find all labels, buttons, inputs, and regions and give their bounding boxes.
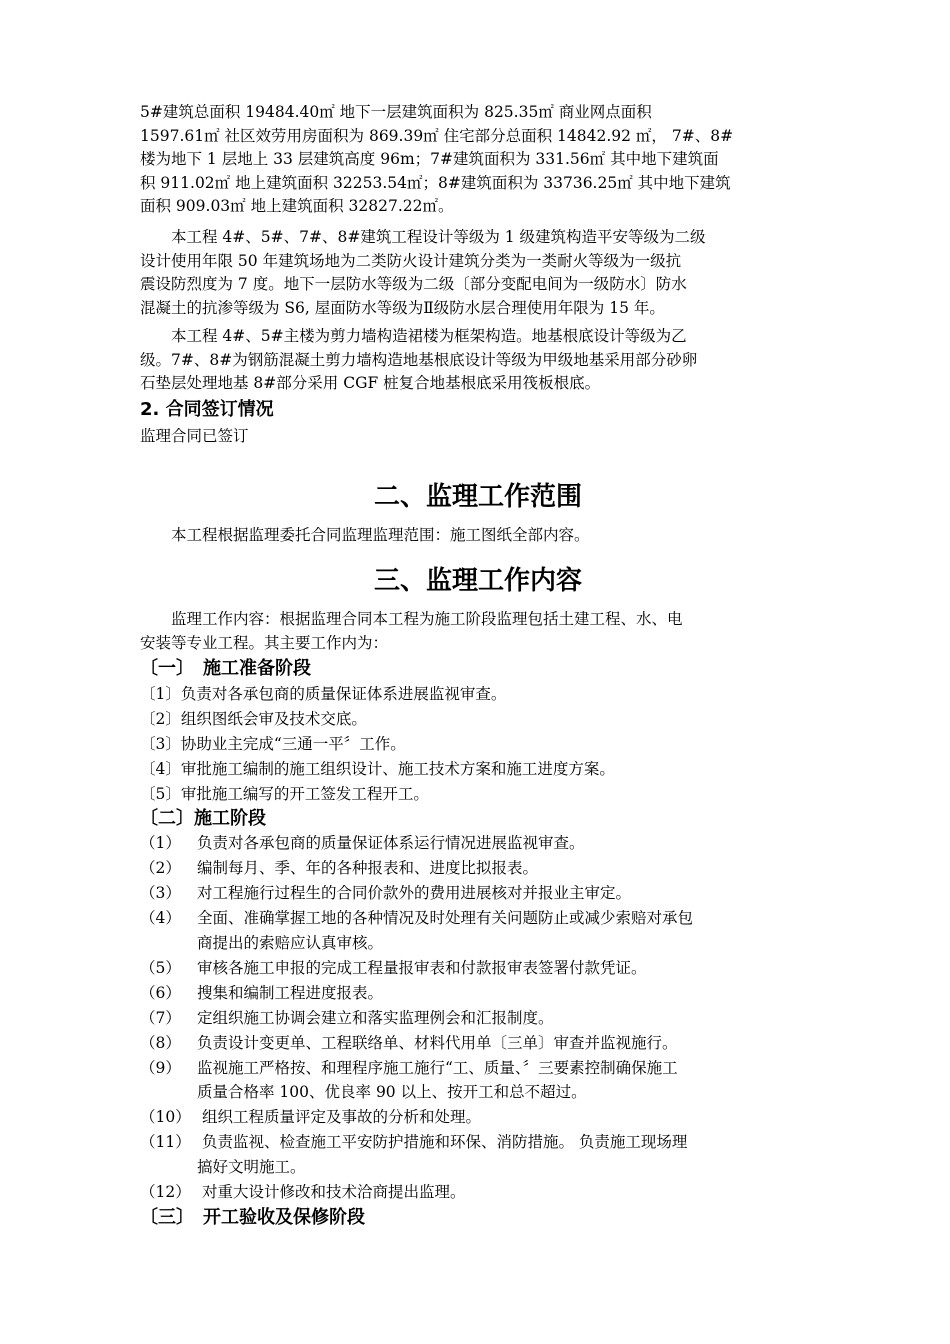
item-number: （2） [140,859,181,877]
item-number: （9） [140,1059,181,1077]
intro-paragraph-2 [140,226,816,320]
section-2-text: 本工程根据监理委托合同监理监理范围：施工图纸全部内容。 [140,526,590,544]
item-text: 负责设计变更单、工程联络单、材料代用单〔三单〕审查并监视施行。 [197,1034,678,1052]
item-text: 全面、准确掌握工地的各种情况及时处理有关问题防止或减少索赔对承包 [197,909,694,927]
list-item: 〔5〕审批施工编写的开工签发工程开工。 [140,785,429,803]
list-item: 〔2〕组织图纸会审及技术交底。 [140,710,367,728]
list-item [140,1057,816,1081]
text-line: 监理工作内容：根据监理合同本工程为施工阶段监理包括土建工程、水、电 [140,610,683,628]
item-number: （4） [140,909,181,927]
item-number: （8） [140,1034,181,1052]
intro-paragraph-1 [140,101,816,219]
list-item: 〔1〕负责对各承包商的质量保证体系进展监视审查。 [140,685,507,703]
item-text: 搜集和编制工程进度报表。 [197,984,384,1002]
item-text: 审核各施工申报的完成工程量报审表和付款报审表签署付款凭证。 [197,959,647,977]
text-line: 积 911.02㎡ 地上建筑面积 32253.54㎡；8#建筑面积为 33736.25㎡ 其中地下建筑 [140,173,731,192]
item-text-continued: 质量合格率 100、优良率 90 以上、按开工和总不超过。 [197,1083,587,1101]
item-number: （6） [140,984,181,1002]
list-item [140,857,816,881]
text-line: 混凝土的抗渗等级为 S6, 屋面防水等级为Ⅱ级防水层合理使用年限为 15 年。 [140,298,665,317]
item-text: 负责对各承包商的质量保证体系运行情况进展监视审查。 [197,834,585,852]
item-text: 定组织施工协调会建立和落实监理例会和汇报制度。 [197,1009,554,1027]
text-line: 本工程 4#、5#、7#、8#建筑工程设计等级为 1 级建筑构造平安等级为二级 [140,228,706,246]
list-item [140,1106,816,1130]
list-item [140,982,816,1006]
item-text-continued: 搞好文明施工。 [197,1158,306,1176]
list-item [140,907,816,931]
text-line: 5#建筑总面积 19484.40㎡ 地下一层建筑面积为 825.35㎡ 商业网点面积 [140,103,652,121]
contract-text: 监理合同已签订 [140,427,249,445]
item-number: （11） [140,1133,191,1151]
item-number: （10） [140,1108,191,1126]
intro-paragraph-3 [140,325,816,396]
text-line: 震设防烈度为 7 度。地下一层防水等级为二级〔部分变配电间为一级防水〕防水 [140,275,687,293]
item-text: 组织工程质量评定及事故的分析和处理。 [202,1108,482,1126]
item-number: （1） [140,834,181,852]
item-text: 对工程施行过程生的合同价款外的费用进展核对并报业主审定。 [197,884,632,902]
list-item [140,832,816,856]
stage-1-list [140,682,816,807]
text-line: 本工程 4#、5#主楼为剪力墙构造裙楼为框架构造。地基根底设计等级为乙 [140,327,687,345]
stage-2-heading: 〔二〕施工阶段 [140,808,266,829]
contract-heading: 2. 合同签订情况 [140,399,274,420]
item-number: （12） [140,1183,191,1201]
item-number: （3） [140,884,181,902]
item-text: 负责监视、检查施工平安防护措施和环保、消防措施。 负责施工现场理 [202,1133,688,1151]
stage-3-heading: 〔三〕 开工验收及保修阶段 [140,1207,365,1228]
text-line: 1597.61㎡ 社区效劳用房面积为 869.39㎡ 住宅部分总面积 14842.92 ㎡， 7#、8# [140,126,734,145]
list-item [140,957,816,981]
item-number: （7） [140,1009,181,1027]
section-2-title: 二、监理工作范围 [373,482,582,512]
section-3-intro [140,608,816,655]
list-item: 〔4〕审批施工编制的施工组织设计、施工技术方案和施工进度方案。 [140,760,615,778]
item-text-continued: 商提出的索赔应认真审核。 [197,934,384,952]
item-text: 监视施工严格按、和理程序施工施行“工、质量、〞三要素控制确保施工 [197,1059,678,1077]
item-text: 编制每月、季、年的各种报表和、进度比拟报表。 [197,859,539,877]
text-line: 设计使用年限 50 年建筑场地为二类防火设计建筑分类为一类耐火等级为一级抗 [140,251,682,270]
list-item [140,882,816,906]
list-item [140,1181,816,1205]
section-3-title: 三、监理工作内容 [373,566,582,596]
item-number: （5） [140,959,181,977]
text-line: 面积 909.03㎡ 地上建筑面积 32827.22㎡。 [140,197,454,215]
text-line: 安装等专业工程。其主要工作内为： [140,633,389,652]
text-line: 石垫层处理地基 8#部分采用 CGF 桩复合地基根底采用筏板根底。 [140,374,601,392]
stage-1-heading: 〔一〕 施工准备阶段 [140,658,311,679]
text-line: 级。7#、8#为钢筋混凝土剪力墙构造地基根底设计等级为甲级地基采用部分砂卵 [140,350,698,369]
text-line: 楼为地下 1 层地上 33 层建筑高度 96m；7#建筑面积为 331.56㎡ 其中地下建筑面 [140,150,719,168]
list-item [140,1032,816,1056]
list-item: 〔3〕协助业主完成“三通一平〞工作。 [140,735,406,753]
list-item [140,1007,816,1031]
list-item [140,1131,816,1155]
item-text: 对重大设计修改和技术洽商提出监理。 [202,1183,466,1201]
